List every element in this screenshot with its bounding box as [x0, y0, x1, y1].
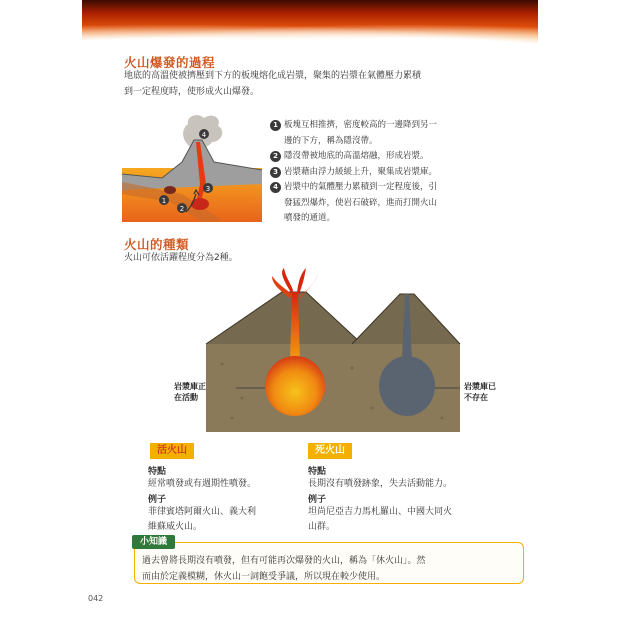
callout-active-chamber	[174, 381, 206, 403]
page-number: 042	[88, 594, 104, 603]
dead-feature-label: 特點	[308, 467, 327, 477]
knowledge-note-label: 小知識	[132, 535, 175, 549]
step-number-1: 1	[270, 120, 281, 131]
step-2-line-1: 隱沒帶被地底的高溫熔融，形成岩漿。	[284, 151, 429, 161]
svg-text:3: 3	[205, 185, 211, 193]
callout-active-line-2: 在活動	[174, 393, 198, 402]
diagram-number-2	[177, 203, 187, 213]
eruption-steps-list	[270, 118, 476, 227]
callout-active-line-1: 岩漿庫正	[174, 382, 206, 391]
active-example-line-2: 維蘇威火山。	[148, 522, 203, 532]
active-example-text	[148, 505, 256, 535]
dead-example-line-2: 山群。	[308, 522, 336, 532]
dead-feature-text: 長期沒有噴發跡象，失去活動能力。	[308, 479, 453, 489]
process-intro	[124, 68, 534, 100]
step-4	[270, 180, 476, 227]
step-number-4: 4	[270, 182, 281, 193]
section-title-eruption-process: 火山爆發的過程	[124, 55, 216, 70]
step-4-line-1: 岩漿中的氣體壓力累積到一定程度後，引	[284, 182, 438, 192]
fire-header-banner	[82, 0, 538, 50]
eruption-diagram	[122, 112, 262, 222]
active-feature-text: 經常噴發或有週期性噴發。	[148, 479, 257, 489]
active-example-line-1: 菲律賓塔阿爾火山、義大利	[148, 507, 257, 517]
volcano-types-illustration	[202, 268, 464, 438]
knowledge-note-text	[142, 553, 520, 585]
step-3-line-1: 岩漿藉由浮力緩緩上升，聚集成岩漿庫。	[284, 166, 438, 177]
step-number-2: 2	[270, 151, 281, 162]
step-4-line-2: 發猛烈爆炸，使岩石破碎，進而打開火山	[284, 197, 438, 208]
dead-example-line-1: 坦尚尼亞吉力馬札羅山、中國大同火	[308, 507, 453, 517]
step-1	[270, 118, 476, 149]
step-number-3: 3	[270, 167, 281, 178]
callout-dead-line-2: 不存在	[464, 393, 488, 402]
svg-text:1: 1	[161, 197, 167, 205]
step-3	[270, 165, 476, 181]
callout-dead-line-1: 岩漿庫已	[464, 382, 496, 391]
dead-example-text	[308, 505, 452, 535]
dead-example-label: 例子	[308, 495, 327, 505]
step-1-line-2: 邊的下方，稱為隱沒帶。	[284, 135, 378, 146]
diagram-number-4	[199, 129, 209, 139]
note-line-1: 過去曾將長期沒有噴發，但有可能再次爆發的火山，稱為「休火山」。然	[142, 556, 426, 566]
diagram-number-1	[159, 195, 169, 205]
types-intro: 火山可依活躍程度分為2種。	[124, 253, 238, 263]
step-4-line-3: 噴發的通道。	[284, 213, 336, 223]
section-title-volcano-types: 火山的種類	[124, 237, 190, 252]
book-page	[82, 0, 538, 620]
svg-text:4: 4	[201, 131, 207, 139]
active-feature-label: 特點	[148, 467, 167, 477]
step-2	[270, 149, 476, 165]
dead-volcano-tag: 死火山	[308, 443, 352, 459]
active-example-label: 例子	[148, 495, 167, 505]
process-intro-line-1: 地底的高溫使被擠壓到下方的板塊熔化成岩漿，聚集的岩漿在氣體壓力累積	[124, 71, 422, 81]
diagram-number-3	[203, 183, 213, 193]
note-line-2: 而由於定義模糊，休火山一詞飽受爭議，所以現在較少使用。	[142, 572, 386, 582]
process-intro-line-2: 到一定程度時，使形成火山爆發。	[124, 87, 260, 97]
active-volcano-tag: 活火山	[150, 443, 194, 459]
step-1-line-1: 板塊互相推擠，密度較高的一邊降到另一	[284, 120, 438, 130]
svg-text:2: 2	[179, 205, 185, 213]
callout-dead-chamber	[464, 381, 496, 403]
